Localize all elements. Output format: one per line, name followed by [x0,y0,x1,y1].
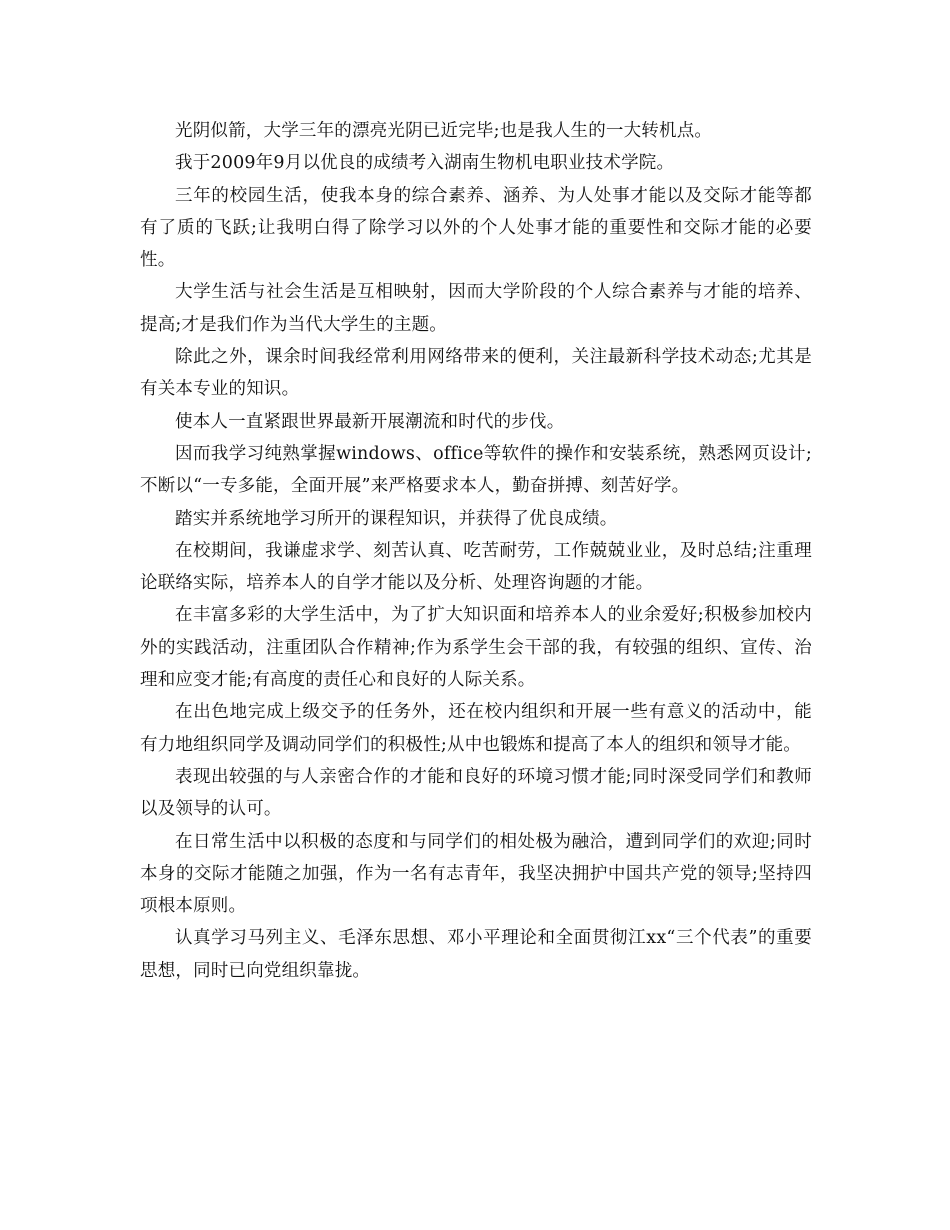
paragraph-12: 表现出较强的与人亲密合作的才能和良好的环境习惯才能;同时深受同学们和教师以及领导的认可。 [140,766,812,820]
paragraph-13: 在日常生活中以积极的态度和与同学们的相处极为融洽，遭到同学们的欢迎;同时本身的交际才能随之加强，作为一名有志青年，我坚决拥护中国共产党的领导;坚持四项根本原则。 [140,831,812,917]
paragraph-9: 在校期间，我谦虚求学、刻苦认真、吃苦耐劳，工作兢兢业业，及时总结;注重理论联络实际，培养本人的自学才能以及分析、处理咨询题的才能。 [140,540,812,594]
paragraph-8: 踏实并系统地学习所开的课程知识，并获得了优良成绩。 [175,508,618,529]
paragraph-5: 除此之外，课余时间我经常利用网络带来的便利，关注最新科学技术动态;尤其是有关本专业的知识。 [140,347,812,400]
paragraph-6: 使本人一直紧跟世界最新开展潮流和时代的步伐。 [175,411,565,432]
document-body [140,115,812,987]
paragraph-10: 在丰富多彩的大学生活中，为了扩大知识面和培养本人的业余爱好;积极参加校内外的实践活动，注重团队合作精神;作为系学生会干部的我，有较强的组织、宣传、治理和应变才能;有高度的责任心和良好的人际关系。 [140,605,812,691]
paragraph-11: 在出色地完成上级交予的任务外，还在校内组织和开展一些有意义的活动中，能有力地组织同学及调动同学们的积极性;从中也锻炼和提高了本人的组织和领导才能。 [140,702,812,755]
paragraph-4: 大学生活与社会生活是互相映射，因而大学阶段的个人综合素养与才能的培养、提高;才是我们作为当代大学生的主题。 [140,282,812,335]
paragraph-3: 三年的校园生活，使我本身的综合素养、涵养、为人处事才能以及交际才能等都有了质的飞跃;让我明白得了除学习以外的个人处事才能的重要性和交际才能的必要性。 [140,185,812,271]
paragraph-7: 因而我学习纯熟掌握windows、office等软件的操作和安装系统，熟悉网页设计;不断以“一专多能，全面开展”来严格要求本人，勤奋拼搏、刻苦好学。 [140,443,812,497]
paragraph-2: 我于2009年9月以优良的成绩考入湖南生物机电职业技术学院。 [175,153,675,174]
paragraph-14: 认真学习马列主义、毛泽东思想、邓小平理论和全面贯彻江xx“三个代表”的重要思想，同时已向党组织靠拢。 [140,928,812,981]
paragraph-1: 光阴似箭，大学三年的漂亮光阴已近完毕;也是我人生的一大转机点。 [175,121,713,141]
